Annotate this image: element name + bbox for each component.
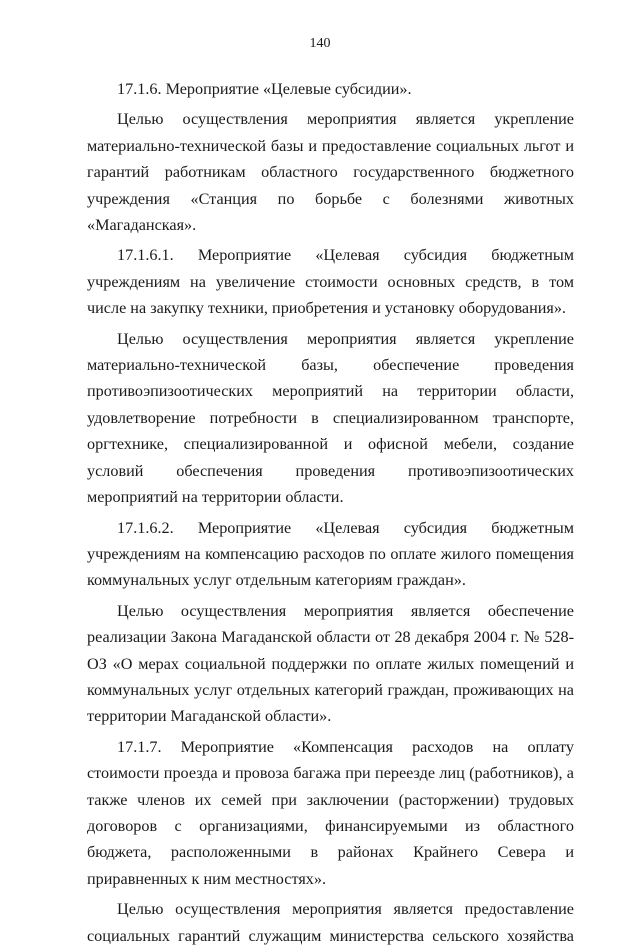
page-number: 140 bbox=[309, 36, 331, 51]
paragraph-purpose-17-1-6: Целью осуществления мероприятия является укрепление материально-технической базы и предоставление социальных льгот и гарантий работникам областного государственного бюджетного учреждения «Станция по борьбе с болезнями животных «Магаданская». bbox=[87, 110, 574, 235]
paragraph-purpose-17-1-6-2: Целью осуществления мероприятия является обеспечение реализации Закона Магаданской области от 28 декабря 2004 г. № 528-ОЗ «О мерах социальной поддержки по оплате жилых помещений и коммунальных услуг отдельных категорий граждан, проживающих на территории Магаданской области». bbox=[87, 601, 574, 726]
paragraph-purpose-17-1-6-1: Целью осуществления мероприятия является укрепление материально-технической базы, обеспечение проведения противоэпизоотических мероприятий на территории области, удовлетворение потребности в специализированном транспорте, оргтехнике, специализированной и офисной мебели, создание условий обеспечения проведения противоэпизоотических мероприятий на территории области. bbox=[87, 329, 574, 507]
paragraph-purpose-17-1-7: Целью осуществления мероприятия является предоставление социальных гарантий служащим министерства сельского хозяйства bbox=[87, 900, 574, 945]
paragraph-heading-17-1-7: 17.1.7. Мероприятие «Компенсация расходов на оплату стоимости проезда и провоза багажа при переезде лиц (работников), а также членов их семей при заключении (расторжении) трудовых договоров с организациями, финансируемыми из областного бюджета, расположенными в районах Крайнего Севера и приравненных к ним местностях». bbox=[87, 737, 574, 888]
document-body bbox=[87, 76, 574, 949]
paragraph-heading-17-1-6-2: 17.1.6.2. Мероприятие «Целевая субсидия бюджетным учреждениям на компенсацию расходов по оплате жилого помещения коммунальных услуг отдельным категориям граждан». bbox=[87, 518, 574, 590]
paragraph-heading-17-1-6-1: 17.1.6.1. Мероприятие «Целевая субсидия бюджетным учреждениям на увеличение стоимости основных средств, в том числе на закупку техники, приобретения и установку оборудования». bbox=[87, 246, 574, 318]
paragraph-heading-17-1-6: 17.1.6. Мероприятие «Целевые субсидии». bbox=[117, 80, 412, 98]
